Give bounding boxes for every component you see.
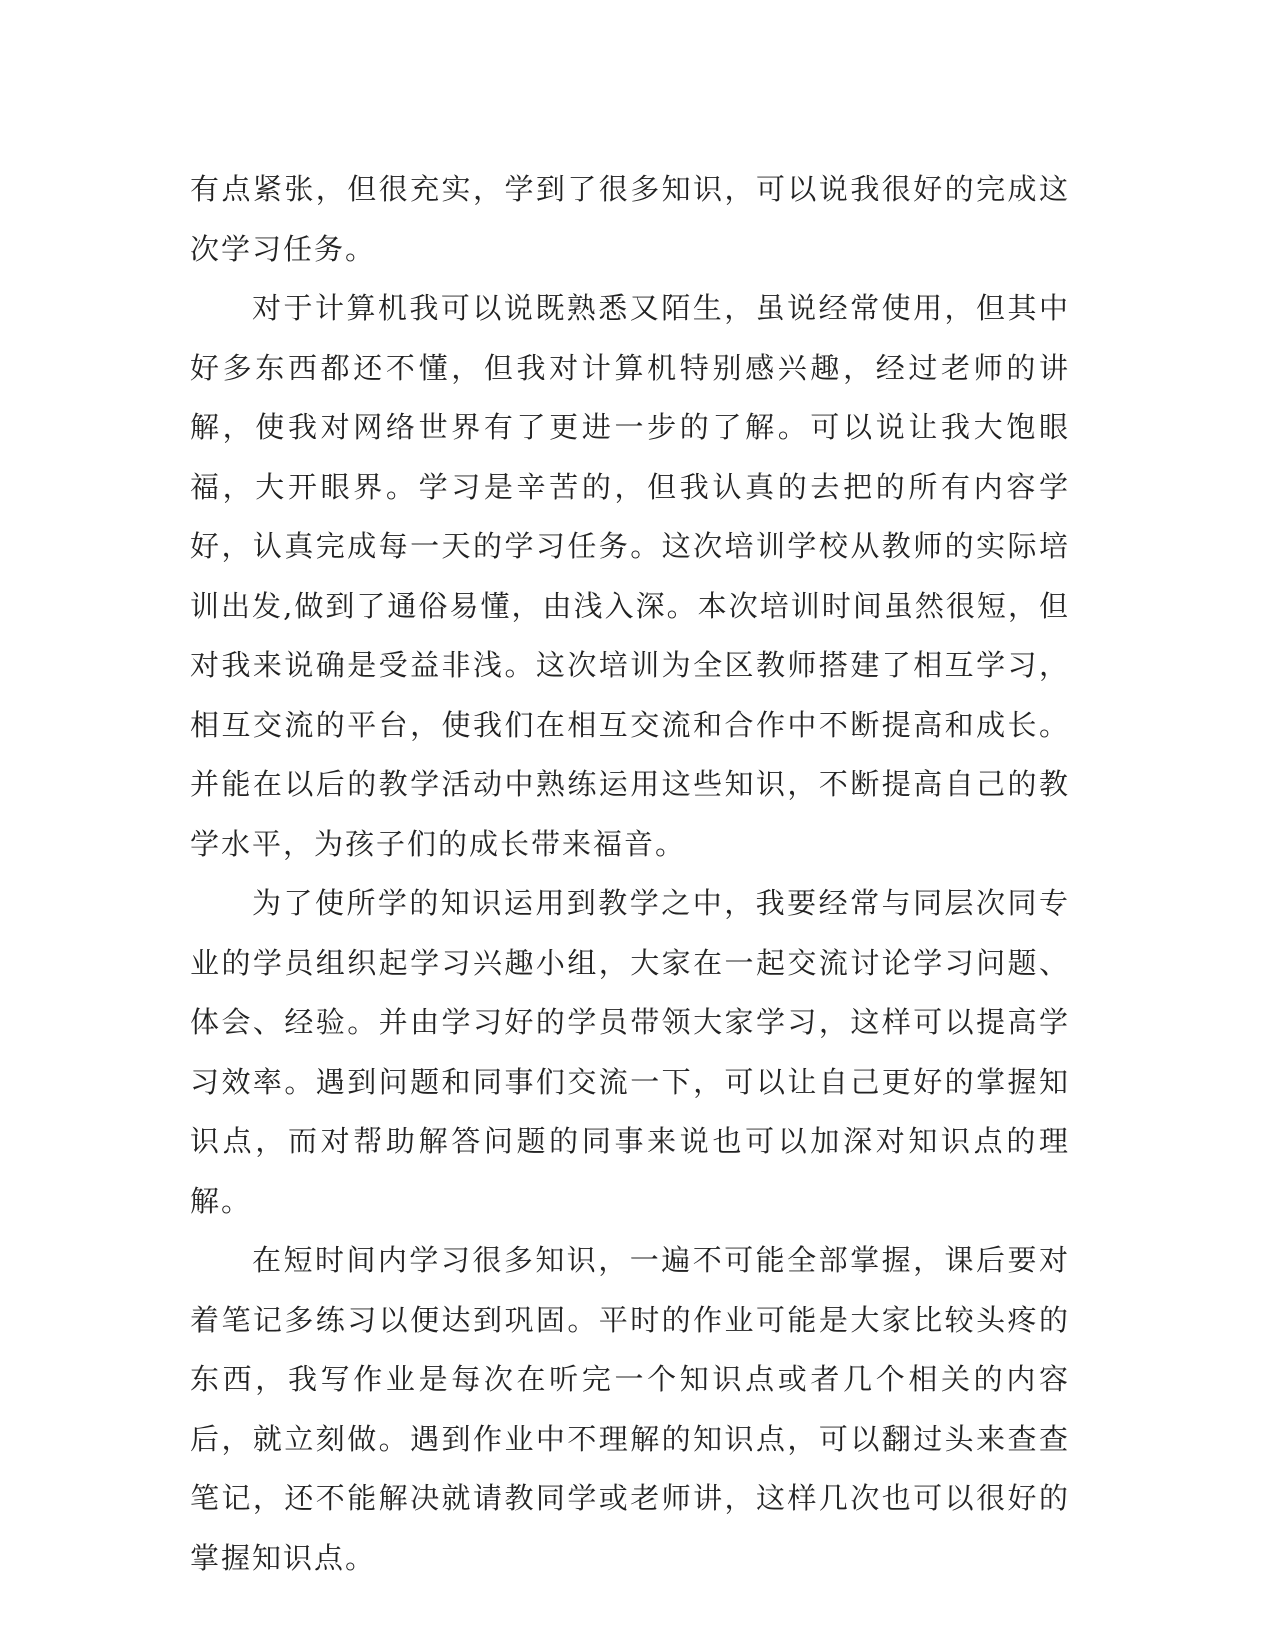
paragraph-1: 有点紧张，但很充实，学到了很多知识，可以说我很好的完成这次学习任务。 xyxy=(190,172,1070,266)
paragraph-3: 为了使所学的知识运用到教学之中，我要经常与同层次同专业的学员组织起学习兴趣小组，大家在一起交流讨论学习问题、体会、经验。并由学习好的学员带领大家学习，这样可以提高学习效率。遇到问题和同事们交流一下，可以让自己更好的掌握知识点，而对帮助解答问题的同事来说也可以加深对知识点的理解。 xyxy=(190,886,1070,1218)
paragraph-2: 对于计算机我可以说既熟悉又陌生，虽说经常使用，但其中好多东西都还不懂，但我对计算机特别感兴趣，经过老师的讲解，使我对网络世界有了更进一步的了解。可以说让我大饱眼福，大开眼界。学习是辛苦的，但我认真的去把的所有内容学好，认真完成每一天的学习任务。这次培训学校从教师的实际培训出发,做到了通俗易懂，由浅入深。本次培训时间虽然很短，但对我来说确是受益非浅。这次培训为全区教师搭建了相互学习，相互交流的平台，使我们在相互交流和合作中不断提高和成长。并能在以后的教学活动中熟练运用这些知识，不断提高自己的教学水平，为孩子们的成长带来福音。 xyxy=(190,291,1070,861)
paragraph-4: 在短时间内学习很多知识，一遍不可能全部掌握，课后要对着笔记多练习以便达到巩固。平时的作业可能是大家比较头疼的东西，我写作业是每次在听完一个知识点或者几个相关的内容后，就立刻做。遇到作业中不理解的知识点，可以翻过头来查查笔记，还不能解决就请教同学或老师讲，这样几次也可以很好的掌握知识点。 xyxy=(190,1243,1070,1575)
document-body xyxy=(190,160,1070,1588)
